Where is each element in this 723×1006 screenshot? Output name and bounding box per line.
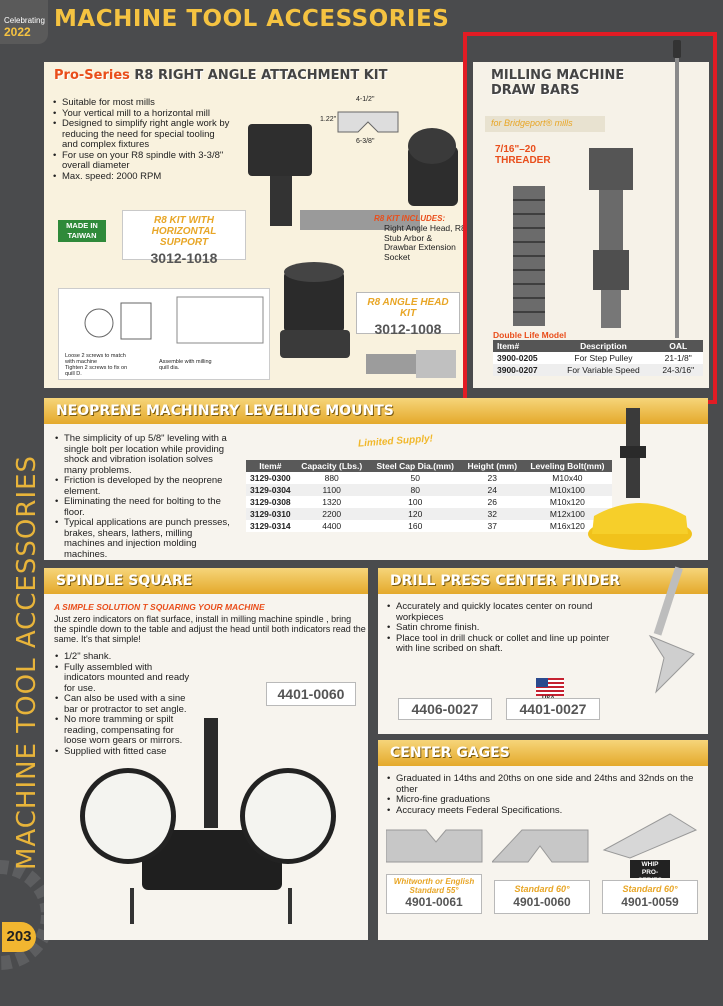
leveling-mounts-table — [246, 460, 612, 532]
list-item: • Typical applications are punch presses, brakes, shears, lathers, milling machines and injection molding machines. — [54, 518, 234, 560]
list-item: • Eliminating the need for bolting to the floor. — [54, 497, 234, 518]
drill-part-number: 4406-0027 — [398, 698, 492, 720]
list-item: • Accurately and quickly locates center on round workpieces — [386, 602, 616, 623]
neoprene-title: NEOPRENE MACHINERY LEVELING MOUNTS — [56, 403, 394, 419]
kit-includes-text: Right Angle Head, R8 Stub Arbor & Drawbar Extension Socket — [384, 223, 466, 262]
part-number: 3012-1018 — [150, 250, 218, 266]
kit-label-box: R8 KIT WITH HORIZONTAL SUPPORT 3012-1018 — [122, 210, 246, 260]
neoprene-panel — [44, 398, 708, 560]
table-header: Height (mm) — [467, 461, 518, 471]
drill-title: DRILL PRESS CENTER FINDER — [390, 573, 621, 589]
center-finder-image — [620, 562, 710, 702]
list-item: • Your vertical mill to a horizontal mill — [52, 109, 232, 120]
part-number: 4901-0059 — [621, 895, 679, 909]
gage-label-box: Standard 60° 4901-0060 — [494, 880, 590, 914]
drill-center-finder-panel — [378, 568, 708, 734]
limited-supply-text: Limited Supply! — [357, 433, 434, 450]
celebrating-year: 2022 — [4, 25, 31, 39]
center-gage-image — [492, 826, 592, 866]
table-header: OAL — [669, 341, 688, 351]
stub-arbor-image — [366, 344, 462, 384]
center-gage-image — [600, 810, 700, 860]
table-row: 3129-0310 2200 120 32 M12x100 — [246, 508, 612, 520]
spindle-square-panel — [44, 568, 368, 940]
side-title: MACHINE TOOL ACCESSORIES — [12, 454, 42, 870]
list-item: • Place tool in drill chuck or collet and line up pointer with line scribed on shaft. — [386, 634, 616, 655]
list-item: • Fully assembled with indicators mounted and ready for use. — [54, 663, 194, 695]
table-row: 3900-0205 For Step Pulley 21-1/8" — [493, 352, 703, 364]
table-row: 3129-0300 880 50 23 M10x40 — [246, 472, 612, 484]
center-gage-image — [386, 826, 486, 866]
table-header: Description — [580, 341, 627, 351]
highlight-box — [463, 32, 717, 404]
drill-part-number: 4401-0027 — [506, 698, 600, 720]
drawbars-title: MILLING MACHINE DRAW BARS — [491, 68, 625, 98]
table-header: Item# — [497, 341, 520, 351]
part-number: 3012-1008 — [374, 321, 442, 337]
part-number: 4901-0060 — [513, 895, 571, 909]
list-item: • For use on your R8 spindle with 3-3/8" overall diameter — [52, 151, 232, 172]
dim-label: 6-3/8" — [356, 138, 375, 145]
bridgeport-text: for Bridgeport® mills — [485, 116, 605, 132]
list-item: • Suitable for most mills — [52, 98, 232, 109]
spindle-title: SPINDLE SQUARE — [56, 573, 193, 589]
neoprene-feature-list — [54, 434, 234, 560]
list-item: • Can also be used with a sine bar or protractor to set angle. — [54, 694, 194, 715]
dim-label: 4-1/2" — [356, 96, 375, 103]
leveling-mount-image — [584, 406, 696, 556]
angle-head-image — [270, 258, 360, 370]
gage-label-box: Whitworth or English Standard 55° 4901-0061 — [386, 874, 482, 914]
table-header: Leveling Bolt(mm) — [530, 461, 605, 471]
list-item: • Accuracy meets Federal Specifications. — [386, 806, 702, 817]
center-gages-panel — [378, 740, 708, 940]
dim-label: 1.22" — [320, 116, 337, 123]
dial-indicator — [240, 768, 336, 864]
dial-indicator — [80, 768, 176, 864]
table-header: Steel Cap Dia.(mm) — [376, 461, 454, 471]
table-row: 3129-0304 1100 80 24 M10x100 — [246, 484, 612, 496]
spindle-square-image — [80, 718, 348, 932]
r8-kit-title: Pro-Series R8 RIGHT ANGLE ATTACHMENT KIT — [54, 68, 388, 83]
table-header: Capacity (Lbs.) — [301, 461, 363, 471]
list-item: • Micro-fine graduations — [386, 795, 702, 806]
r8-kit-panel — [44, 62, 464, 388]
list-item: • Satin chrome finish. — [386, 623, 616, 634]
table-header: Item# — [259, 461, 282, 471]
page-title: MACHINE TOOL ACCESSORIES — [54, 6, 450, 32]
gage-label-box: Standard 60° 4901-0059 — [602, 880, 698, 914]
list-item: • Supplied with fitted case — [54, 747, 194, 758]
list-item: • 1/2" shank. — [54, 652, 194, 663]
kit-includes-title: R8 KIT INCLUDES: — [374, 214, 446, 223]
whip-pro-series-logo: WHIP PRO- — [630, 860, 670, 878]
spindle-part-number: 4401-0060 — [266, 682, 356, 706]
r8-feature-list — [52, 98, 232, 182]
page-number: 203 — [2, 922, 36, 952]
assembly-diagram: Loose 2 screws to match with machine Tighten 2 screws to fix on quill D. Assemble with milling quill dia. — [58, 288, 270, 380]
part-number: 4901-0061 — [405, 895, 463, 909]
drill-feature-list — [386, 602, 616, 655]
angle-head-label-box: R8 ANGLE HEAD KIT 3012-1008 — [356, 292, 460, 334]
made-in-taiwan-badge: MADE IN TAIWAN — [58, 220, 106, 242]
table-row: 3900-0207 For Variable Speed 24-3/16" — [493, 364, 703, 376]
list-item: • The simplicity of up 5/8" leveling with a single bolt per location while providing shock and vibration isolation solves many problems. — [54, 434, 234, 476]
list-item: • Max. speed: 2000 RPM — [52, 172, 232, 183]
celebrating-text: Celebrating — [4, 16, 45, 25]
spindle-intro: Just zero indicators on flat surface, install in milling machine spindle , bring the spindle down to the table and adjust the head until both indicators read the same. It's that simple! — [54, 614, 366, 644]
list-item: • Friction is developed by the neoprene element. — [54, 476, 234, 497]
table-row: 3129-0308 1320 100 26 M10x120 — [246, 496, 612, 508]
usa-flag-icon — [536, 678, 564, 696]
list-item: • No more tramming or spilt reading, compensating for loose worn gears or mirrors. — [54, 715, 194, 747]
table-row: 3129-0314 4400 160 37 M16x120 — [246, 520, 612, 532]
center-gages-title: CENTER GAGES — [390, 745, 510, 761]
threader-label: 7/16"–20 THREADER — [495, 144, 551, 166]
model-label: Double Life Model — [493, 330, 567, 340]
spindle-subtitle: A SIMPLE SOLUTION T SQUARING YOUR MACHINE — [54, 602, 265, 612]
list-item: • Graduated in 14ths and 20ths on one side and 24ths and 32nds on the other — [386, 774, 702, 795]
list-item: • Designed to simplify right angle work by reducing the need for special tooling and complex fixtures — [52, 119, 232, 151]
